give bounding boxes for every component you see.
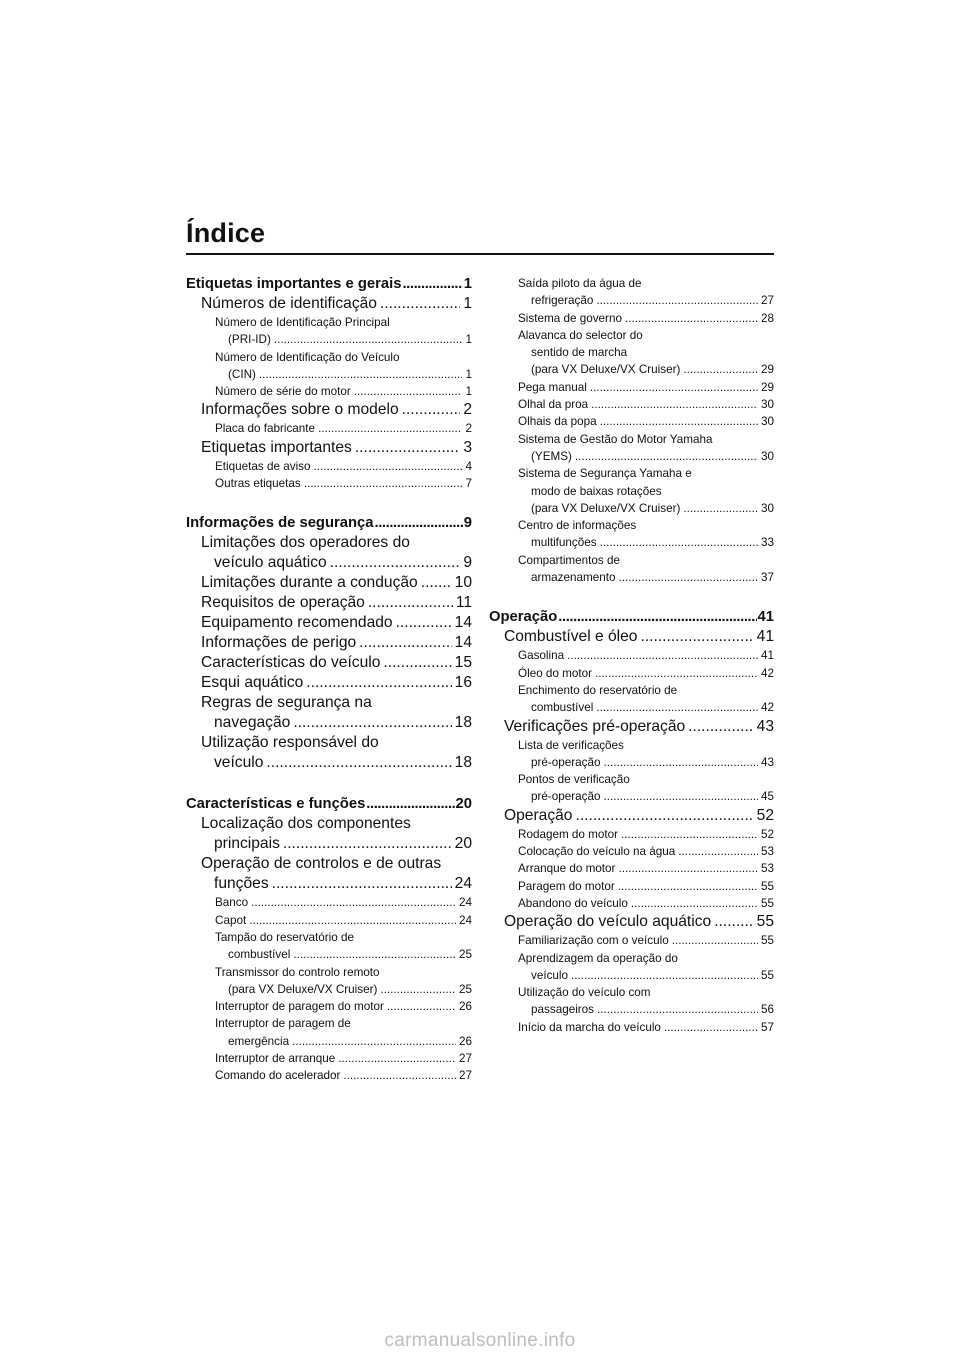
toc-entry-page: 42 bbox=[760, 666, 774, 680]
dot-leader bbox=[618, 860, 758, 877]
toc-entry[interactable] bbox=[489, 932, 774, 949]
toc-entry-title: Utilização responsável do bbox=[201, 734, 379, 752]
dot-leader bbox=[596, 699, 758, 716]
toc-entry-page: 10 bbox=[454, 574, 472, 592]
toc-entry-title: Sistema de Segurança Yamaha e bbox=[518, 467, 692, 481]
toc-entry[interactable] bbox=[186, 420, 472, 437]
toc-entry[interactable] bbox=[186, 1015, 472, 1032]
toc-entry-title: Informações de segurança bbox=[186, 515, 374, 532]
toc-entry-page: 53 bbox=[760, 862, 774, 876]
toc-entry[interactable] bbox=[489, 292, 774, 309]
toc-entry-title: Transmissor do controlo remoto bbox=[215, 965, 380, 979]
toc-entry-title: passageiros bbox=[531, 1003, 595, 1017]
dot-leader bbox=[402, 275, 462, 294]
toc-entry[interactable] bbox=[186, 533, 472, 553]
toc-column-right bbox=[489, 275, 774, 1036]
toc-entry-title: Início da marcha do veículo bbox=[518, 1020, 661, 1034]
toc-entry[interactable] bbox=[186, 673, 472, 693]
dot-leader bbox=[590, 379, 758, 396]
dot-leader bbox=[251, 894, 456, 911]
dot-leader bbox=[575, 448, 758, 465]
toc-entry-page: 29 bbox=[760, 363, 774, 377]
toc-entry[interactable] bbox=[186, 693, 472, 713]
dot-leader bbox=[618, 878, 758, 895]
toc-entry[interactable] bbox=[186, 633, 472, 653]
toc-entry[interactable] bbox=[186, 874, 472, 894]
toc-entry-page: 33 bbox=[760, 536, 774, 550]
toc-entry-title: Número de Identificação do Veículo bbox=[215, 350, 400, 364]
toc-entry-title: veículo bbox=[531, 968, 569, 982]
toc-entry[interactable] bbox=[186, 514, 472, 533]
toc-entry-page: 18 bbox=[454, 714, 472, 732]
toc-entry[interactable] bbox=[489, 569, 774, 586]
toc-entry[interactable] bbox=[489, 310, 774, 327]
toc-entry-page: 41 bbox=[756, 628, 774, 646]
toc-entry[interactable] bbox=[186, 314, 472, 331]
toc-entry[interactable] bbox=[489, 396, 774, 413]
toc-entry-page: 26 bbox=[458, 1000, 472, 1014]
toc-entry-page: 52 bbox=[756, 806, 774, 824]
toc-entry-page: 37 bbox=[760, 571, 774, 585]
toc-entry-title: Operação de controlos e de outras bbox=[201, 855, 442, 873]
toc-entry-page: 27 bbox=[458, 1069, 472, 1083]
toc-entry[interactable] bbox=[186, 795, 472, 814]
dot-leader bbox=[600, 534, 758, 551]
toc-entry-title: Paragem do motor bbox=[518, 879, 615, 893]
toc-entry[interactable] bbox=[186, 383, 472, 400]
toc-entry-page: 41 bbox=[757, 609, 774, 626]
toc-entry-page: 52 bbox=[760, 827, 774, 841]
toc-entry-page: 57 bbox=[760, 1020, 774, 1034]
dot-leader bbox=[304, 475, 463, 492]
toc-entry[interactable] bbox=[489, 431, 774, 448]
toc-entry[interactable] bbox=[489, 806, 774, 826]
toc-entry[interactable] bbox=[489, 912, 774, 932]
toc-entry-title: Números de identificação bbox=[201, 295, 377, 312]
toc-entry-title: (para VX Deluxe/VX Cruiser) bbox=[531, 501, 681, 515]
toc-entry[interactable] bbox=[186, 998, 472, 1015]
dot-leader bbox=[293, 713, 451, 733]
toc-entry[interactable] bbox=[489, 647, 774, 664]
dot-leader bbox=[380, 981, 456, 998]
toc-entry[interactable] bbox=[186, 458, 472, 475]
toc-entry-page: 41 bbox=[760, 649, 774, 663]
toc-entry-title: pré-operação bbox=[531, 755, 601, 769]
toc-entry-title: (para VX Deluxe/VX Cruiser) bbox=[531, 363, 681, 377]
toc-entry-title: Etiquetas de aviso bbox=[215, 459, 311, 473]
toc-entry-title: Número de Identificação Principal bbox=[215, 316, 390, 329]
toc-entry-title: (PRI-ID) bbox=[228, 333, 271, 347]
toc-entry-page: 26 bbox=[458, 1034, 472, 1048]
toc-entry-page: 29 bbox=[760, 380, 774, 394]
toc-entry-page: 53 bbox=[760, 845, 774, 859]
toc-entry-page: 20 bbox=[455, 796, 472, 813]
dot-leader bbox=[330, 553, 461, 573]
dot-leader bbox=[600, 413, 758, 430]
toc-entry-page: 18 bbox=[454, 754, 472, 772]
dot-leader bbox=[618, 569, 758, 586]
toc-entry-title: Tampão do reservatório de bbox=[215, 930, 355, 944]
toc-entry-title: armazenamento bbox=[531, 571, 616, 585]
dot-leader bbox=[664, 1019, 758, 1036]
toc-entry-page: 55 bbox=[760, 896, 774, 910]
toc-entry[interactable] bbox=[186, 854, 472, 874]
dot-leader bbox=[249, 912, 456, 929]
toc-entry[interactable] bbox=[489, 413, 774, 430]
toc-entry-title: Sistema de governo bbox=[518, 311, 622, 325]
dot-leader bbox=[274, 331, 463, 348]
toc-entry-title: Olhal da proa bbox=[518, 398, 589, 412]
toc-entry-title: Outras etiquetas bbox=[215, 477, 301, 491]
toc-entry[interactable] bbox=[186, 1050, 472, 1067]
toc-entry-page: 2 bbox=[463, 401, 472, 419]
toc-entry[interactable] bbox=[186, 894, 472, 911]
toc-entry-title: veículo aquático bbox=[214, 554, 327, 572]
toc-entry-page: 55 bbox=[760, 879, 774, 893]
toc-entry-title: multifunções bbox=[531, 536, 597, 550]
toc-entry[interactable] bbox=[489, 771, 774, 788]
toc-entry-title: Interruptor de paragem de bbox=[215, 1017, 351, 1031]
toc-entry[interactable] bbox=[489, 500, 774, 517]
toc-entry-page: 3 bbox=[463, 438, 472, 456]
toc-entry-page: 20 bbox=[454, 835, 472, 853]
toc-entry-page: 1 bbox=[465, 385, 472, 399]
dot-leader bbox=[402, 400, 461, 420]
toc-column-left bbox=[186, 275, 472, 1085]
toc-entry[interactable] bbox=[489, 465, 774, 482]
toc-entry[interactable] bbox=[489, 552, 774, 569]
watermark: carmanualsonline.info bbox=[384, 1330, 576, 1351]
toc-entry-title: Equipamento recomendado bbox=[201, 614, 393, 632]
page-title: Índice bbox=[186, 218, 266, 248]
toc-entry[interactable] bbox=[186, 573, 472, 593]
toc-entry-page: 30 bbox=[760, 501, 774, 515]
toc-entry-page: 28 bbox=[760, 311, 774, 325]
toc-entry-page: 27 bbox=[458, 1052, 472, 1066]
toc-entry[interactable] bbox=[186, 1033, 472, 1050]
toc-entry-page: 30 bbox=[760, 398, 774, 412]
toc-entry[interactable] bbox=[489, 344, 774, 361]
toc-entry-title: funções bbox=[214, 875, 269, 893]
toc-entry-title: Características do veículo bbox=[201, 654, 381, 672]
toc-entry-title: Banco bbox=[215, 896, 249, 910]
toc-entry[interactable] bbox=[186, 331, 472, 348]
toc-entry-title: Localização dos componentes bbox=[201, 815, 411, 833]
toc-entry-page: 24 bbox=[458, 896, 472, 910]
dot-leader bbox=[266, 753, 451, 773]
toc-entry-title: Óleo do motor bbox=[518, 666, 593, 680]
toc-entry-page: 1 bbox=[465, 367, 472, 381]
toc-entry[interactable] bbox=[186, 981, 472, 998]
toc-entry-title: Operação bbox=[489, 609, 558, 626]
toc-entry-title: Informações sobre o modelo bbox=[201, 401, 399, 419]
dot-leader bbox=[366, 795, 454, 814]
toc-entry-title: pré-operação bbox=[531, 790, 601, 804]
toc-entry[interactable] bbox=[489, 517, 774, 534]
toc-entry-page: 27 bbox=[760, 294, 774, 308]
toc-entry-page: 24 bbox=[454, 875, 472, 893]
toc-entry-page: 42 bbox=[760, 701, 774, 715]
toc-entry[interactable] bbox=[186, 946, 472, 963]
toc-entry-page: 25 bbox=[458, 982, 472, 996]
toc-entry[interactable] bbox=[186, 438, 472, 458]
dot-leader bbox=[293, 946, 456, 963]
toc-entry-page: 7 bbox=[465, 477, 472, 491]
toc-entry[interactable] bbox=[489, 448, 774, 465]
dot-leader bbox=[575, 806, 753, 826]
dot-leader bbox=[571, 967, 758, 984]
toc-entry-title: combustível bbox=[531, 701, 594, 715]
toc-entry-title: Capot bbox=[215, 913, 247, 927]
toc-entry-title: Alavanca do selector do bbox=[518, 328, 643, 342]
dot-leader bbox=[318, 420, 462, 437]
toc-entry-page: 4 bbox=[465, 459, 472, 473]
toc-entry-title: Número de série do motor bbox=[215, 385, 351, 399]
toc-entry-title: Colocação do veículo na água bbox=[518, 845, 676, 859]
toc-entry-title: Compartimentos de bbox=[518, 553, 620, 567]
toc-entry-title: (para VX Deluxe/VX Cruiser) bbox=[228, 982, 378, 996]
toc-entry-title: Gasolina bbox=[518, 649, 565, 663]
toc-entry-page: 16 bbox=[454, 674, 472, 692]
dot-leader bbox=[672, 932, 758, 949]
toc-entry-title: Pega manual bbox=[518, 380, 587, 394]
toc-entry-page: 9 bbox=[463, 515, 472, 532]
toc-entry-title: Etiquetas importantes bbox=[201, 438, 352, 456]
toc-entry[interactable] bbox=[186, 912, 472, 929]
toc-entry-title: veículo bbox=[214, 754, 264, 772]
dot-leader bbox=[631, 895, 758, 912]
toc-entry[interactable] bbox=[489, 483, 774, 500]
toc-entry[interactable] bbox=[489, 699, 774, 716]
toc-entry-title: Esqui aquático bbox=[201, 674, 304, 692]
dot-leader bbox=[421, 573, 452, 593]
toc-entry-title: Saída piloto da água de bbox=[518, 277, 642, 290]
toc-entry-title: Comando do acelerador bbox=[215, 1069, 341, 1083]
toc-entry[interactable] bbox=[186, 275, 472, 294]
dot-leader bbox=[380, 294, 460, 314]
toc-entry-title: (YEMS) bbox=[531, 449, 572, 463]
toc-entry-page: 24 bbox=[458, 913, 472, 927]
toc-entry-title: Interruptor de paragem do motor bbox=[215, 1000, 384, 1014]
toc-entry-title: Pontos de verificação bbox=[518, 773, 630, 787]
toc-entry-title: Operação do veículo aquático bbox=[504, 913, 712, 931]
toc-entry[interactable] bbox=[489, 984, 774, 1001]
toc-entry-title: Arranque do motor bbox=[518, 862, 616, 876]
toc-entry[interactable] bbox=[186, 653, 472, 673]
title-rule bbox=[186, 253, 774, 255]
toc-entry[interactable] bbox=[489, 717, 774, 737]
toc-entry[interactable] bbox=[186, 400, 472, 420]
toc-entry-title: navegação bbox=[214, 714, 291, 732]
dot-leader bbox=[683, 500, 758, 517]
toc-entry[interactable] bbox=[186, 713, 472, 733]
toc-entry-title: modo de baixas rotações bbox=[531, 484, 662, 498]
toc-entry[interactable] bbox=[186, 814, 472, 834]
dot-leader bbox=[306, 673, 451, 693]
toc-entry-title: Limitações durante a condução bbox=[201, 574, 418, 592]
dot-leader bbox=[383, 653, 451, 673]
dot-leader bbox=[604, 754, 758, 771]
toc-entry[interactable] bbox=[489, 967, 774, 984]
toc-entry-page: 55 bbox=[760, 968, 774, 982]
toc-entry-title: Sistema de Gestão do Motor Yamaha bbox=[518, 432, 713, 446]
dot-leader bbox=[604, 788, 758, 805]
toc-entry[interactable] bbox=[186, 733, 472, 753]
toc-entry[interactable] bbox=[186, 834, 472, 854]
toc-entry-title: Enchimento do reservatório de bbox=[518, 683, 678, 697]
dot-leader bbox=[683, 361, 758, 378]
toc-entry-title: principais bbox=[214, 835, 280, 853]
toc-entry-title: combustível bbox=[228, 948, 291, 962]
toc-entry-page: 30 bbox=[760, 449, 774, 463]
toc-entry-page: 14 bbox=[454, 634, 472, 652]
toc-entry-page: 56 bbox=[760, 1003, 774, 1017]
dot-leader bbox=[596, 292, 758, 309]
toc-entry[interactable] bbox=[186, 553, 472, 573]
toc-entry[interactable] bbox=[186, 475, 472, 492]
dot-leader bbox=[625, 310, 758, 327]
dot-leader bbox=[375, 514, 463, 533]
toc-entry-title: Olhais da popa bbox=[518, 415, 597, 429]
toc-entry-title: Regras de segurança na bbox=[201, 694, 372, 712]
toc-entry-page: 1 bbox=[463, 295, 472, 312]
toc-entry-title: Requisitos de operação bbox=[201, 594, 365, 612]
toc-entry-title: Familiarização com o veículo bbox=[518, 934, 669, 948]
toc-entry[interactable] bbox=[489, 275, 774, 292]
toc-entry[interactable] bbox=[489, 737, 774, 754]
toc-entry-page: 14 bbox=[454, 614, 472, 632]
dot-leader bbox=[591, 396, 758, 413]
toc-entry[interactable] bbox=[489, 788, 774, 805]
dot-leader bbox=[359, 633, 451, 653]
toc-entry[interactable] bbox=[489, 843, 774, 860]
dot-leader bbox=[355, 438, 460, 458]
toc-entry[interactable] bbox=[489, 534, 774, 551]
dot-leader bbox=[368, 593, 453, 613]
toc-entry-page: 43 bbox=[756, 717, 774, 735]
toc-entry[interactable] bbox=[489, 379, 774, 396]
toc-entry[interactable] bbox=[489, 608, 774, 627]
dot-leader bbox=[387, 998, 456, 1015]
dot-leader bbox=[595, 665, 758, 682]
toc-entry[interactable] bbox=[186, 366, 472, 383]
toc-entry-title: sentido de marcha bbox=[531, 346, 628, 360]
toc-entry-page: 1 bbox=[465, 333, 472, 347]
dot-leader bbox=[597, 1001, 758, 1018]
toc-entry-title: Características e funções bbox=[186, 796, 366, 813]
toc-entry[interactable] bbox=[489, 682, 774, 699]
toc-entry-title: emergência bbox=[228, 1034, 290, 1048]
toc-entry[interactable] bbox=[489, 860, 774, 877]
toc-entry-page: 55 bbox=[760, 934, 774, 948]
toc-entry-page: 45 bbox=[760, 790, 774, 804]
toc-entry-page: 1 bbox=[463, 276, 472, 292]
toc-entry-title: Lista de verificações bbox=[518, 738, 624, 752]
dot-leader bbox=[292, 1033, 456, 1050]
toc-entry-page: 55 bbox=[756, 913, 774, 931]
toc-entry-title: Verificações pré-operação bbox=[504, 717, 686, 735]
dot-leader bbox=[259, 366, 463, 383]
dot-leader bbox=[338, 1050, 456, 1067]
toc-entry-title: Placa do fabricante bbox=[215, 422, 316, 436]
toc-entry-title: Operação bbox=[504, 806, 573, 824]
toc-entry-title: Combustível e óleo bbox=[504, 628, 638, 646]
toc-entry[interactable] bbox=[489, 754, 774, 771]
toc-entry[interactable] bbox=[489, 950, 774, 967]
toc-entry-title: Interruptor de arranque bbox=[215, 1052, 336, 1066]
dot-leader bbox=[678, 843, 758, 860]
toc-entry-page: 30 bbox=[760, 415, 774, 429]
toc-entry-title: Abandono do veículo bbox=[518, 896, 628, 910]
dot-leader bbox=[272, 874, 452, 894]
dot-leader bbox=[314, 458, 463, 475]
dot-leader bbox=[567, 647, 758, 664]
dot-leader bbox=[621, 826, 758, 843]
dot-leader bbox=[558, 608, 756, 627]
toc-entry[interactable] bbox=[489, 1001, 774, 1018]
toc-entry[interactable] bbox=[489, 361, 774, 378]
toc-entry[interactable] bbox=[186, 349, 472, 366]
toc-entry[interactable] bbox=[489, 878, 774, 895]
toc-entry-title: (CIN) bbox=[228, 367, 256, 381]
toc-entry[interactable] bbox=[186, 1067, 472, 1084]
toc-entry-title: Utilização do veículo com bbox=[518, 986, 651, 1000]
toc-entry[interactable] bbox=[186, 753, 472, 773]
toc-entry[interactable] bbox=[186, 964, 472, 981]
toc-entry-title: Aprendizagem da operação do bbox=[518, 951, 678, 965]
toc-entry[interactable] bbox=[489, 895, 774, 912]
toc-entry-page: 25 bbox=[458, 948, 472, 962]
dot-leader bbox=[354, 383, 463, 400]
toc-entry-page: 15 bbox=[454, 654, 472, 672]
toc-entry-title: Rodagem do motor bbox=[518, 827, 619, 841]
dot-leader bbox=[714, 912, 753, 932]
toc-entry[interactable] bbox=[489, 327, 774, 344]
toc-entry-page: 11 bbox=[455, 594, 472, 612]
toc-entry[interactable] bbox=[489, 1019, 774, 1036]
toc-entry-title: refrigeração bbox=[531, 294, 594, 308]
toc-entry[interactable] bbox=[186, 294, 472, 314]
toc-entry[interactable] bbox=[186, 929, 472, 946]
toc-entry[interactable] bbox=[489, 665, 774, 682]
toc-entry-title: Etiquetas importantes e gerais bbox=[186, 276, 402, 292]
toc-entry-title: Informações de perigo bbox=[201, 634, 357, 652]
dot-leader bbox=[283, 834, 452, 854]
toc-entry-title: Centro de informações bbox=[518, 519, 637, 533]
toc-entry-page: 43 bbox=[760, 755, 774, 769]
dot-leader bbox=[343, 1067, 456, 1084]
dot-leader bbox=[640, 627, 753, 647]
toc-entry[interactable] bbox=[186, 613, 472, 633]
toc-entry-page: 2 bbox=[465, 422, 472, 436]
toc-entry[interactable] bbox=[186, 593, 472, 613]
toc-entry[interactable] bbox=[489, 826, 774, 843]
dot-leader bbox=[396, 613, 452, 633]
toc-entry-page: 9 bbox=[463, 554, 472, 572]
toc-entry-title: Limitações dos operadores do bbox=[201, 534, 410, 552]
dot-leader bbox=[688, 717, 753, 737]
toc-entry[interactable] bbox=[489, 627, 774, 647]
